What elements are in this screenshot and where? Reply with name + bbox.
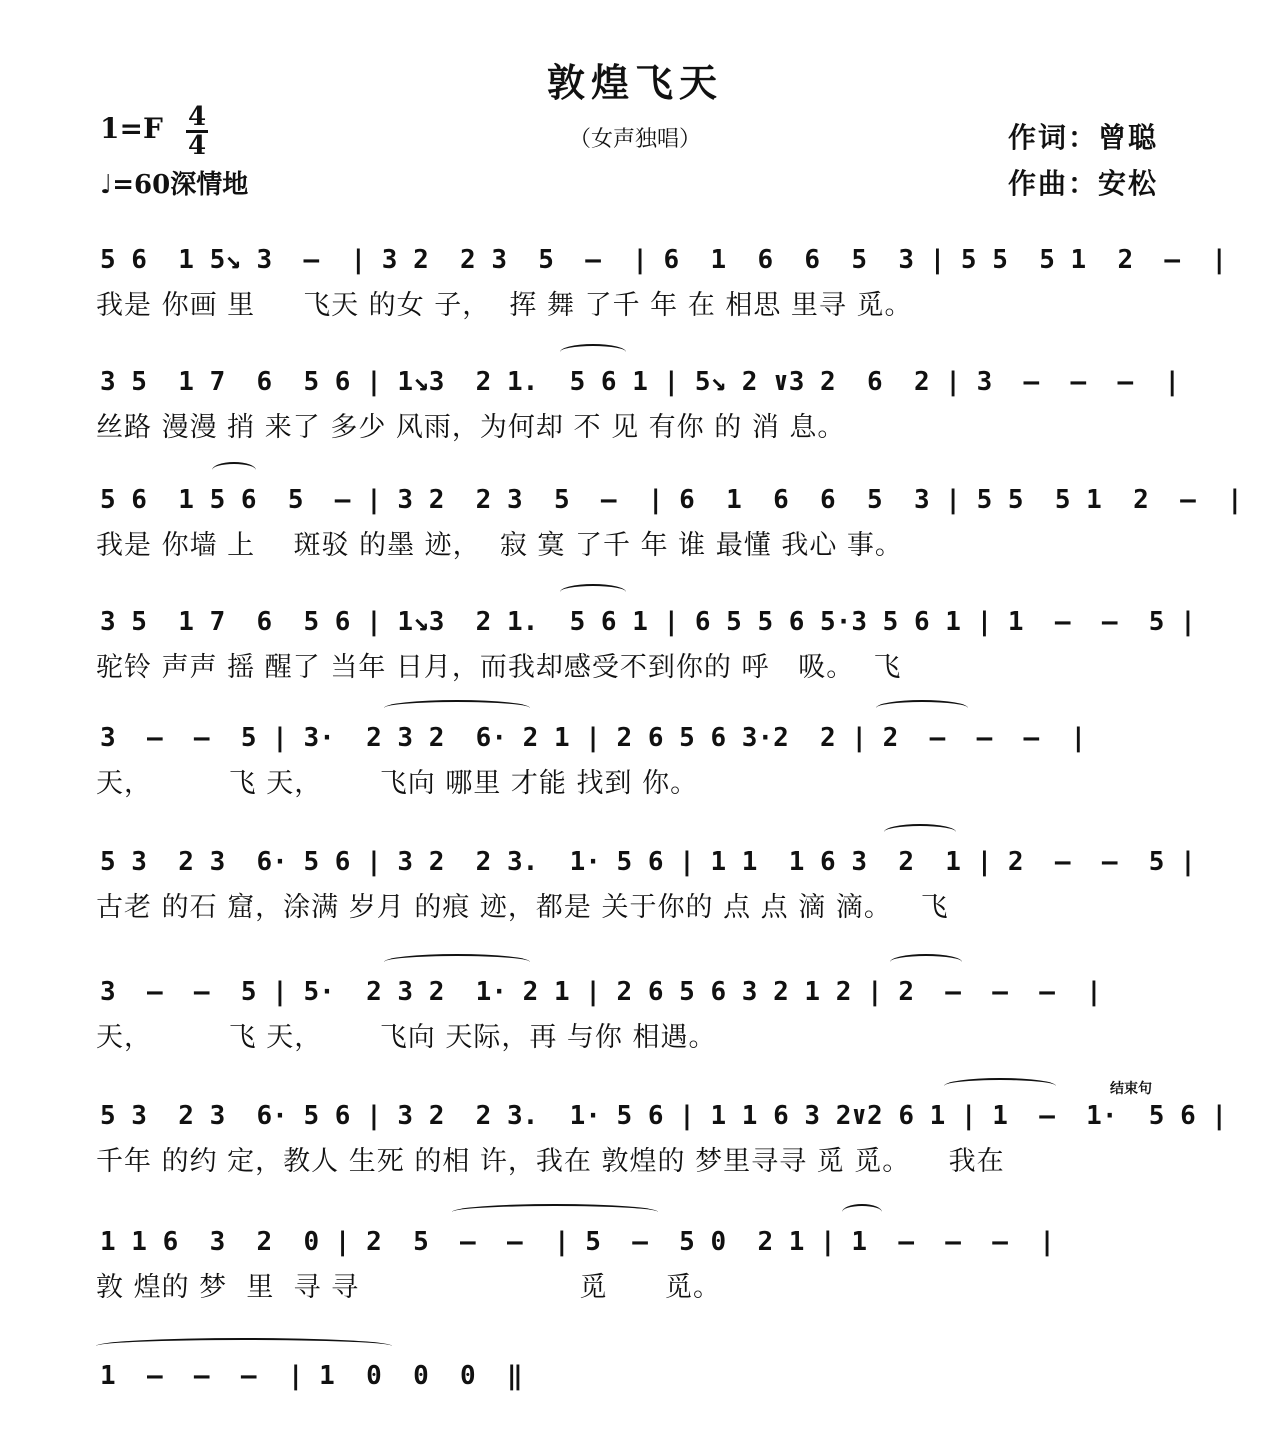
triplet-slur — [560, 344, 626, 360]
tie-slur — [876, 700, 968, 716]
notation-line: 1 – – – | 1 0 0 0 ‖ — [100, 1361, 523, 1391]
lyricist-credit: 作词：曾聪 — [1008, 121, 1159, 154]
tie-slur — [452, 1204, 658, 1220]
notation-line: 5 6 1 5↘ 3 – | 3 2 2 3 5 – | 6 1 6 6 5 3 | 5 5 5 1 2 – | — [100, 245, 1228, 275]
song-title: 敦煌飞天 — [546, 60, 723, 105]
subtitle: （女声独唱） — [568, 127, 701, 152]
notation-line: 1 1 6 3 2 0 | 2 5 – – | 5 – 5 0 2 1 | 1 – – – | — [100, 1227, 1055, 1257]
ending-phrase-mark: 结束句 — [1110, 1081, 1152, 1097]
lyrics-line: 千年 的约 定，教人 生死 的相 许，我在 敦煌的 梦里寻寻 觅 觅。 我在 — [96, 1146, 1005, 1177]
notation-line: 5 3 2 3 6· 5 6 | 3 2 2 3. 1· 5 6 | 1 1 6 3 2∨2 6 1 | 1 – 1· 5 6 | — [100, 1101, 1228, 1131]
tie-slur — [842, 1204, 882, 1220]
triplet-slur — [560, 584, 626, 600]
lyrics-line: 我是 你墙 上 斑驳 的墨 迹， 寂 寞 了千 年 谁 最懂 我心 事。 — [96, 530, 903, 561]
notation-line: 3 5 1 7 6 5 6 | 1↘3 2 1. 5 6 1 | 5↘ 2 ∨3 2 6 2 | 3 – – – | — [100, 367, 1181, 397]
tie-slur — [884, 824, 956, 840]
lyrics-line: 敦 煌的 梦 里 寻 寻 觅 觅。 — [96, 1272, 721, 1303]
phrase-slur — [384, 954, 530, 970]
time-signature-bottom: 4 — [187, 131, 207, 161]
time-signature-top: 4 — [187, 102, 207, 132]
lyrics-line: 丝路 漫漫 捎 来了 多少 风雨，为何却 不 见 有你 的 消 息。 — [96, 412, 846, 443]
key-signature: 1=F — [100, 112, 163, 145]
notation-line: 3 – – 5 | 3· 2 3 2 6· 2 1 | 2 6 5 6 3·2 2 | 2 – – – | — [100, 723, 1087, 753]
tempo-marking: ♩=60深情地 — [100, 170, 249, 200]
tie-slur — [96, 1338, 392, 1354]
tie-slur — [890, 954, 962, 970]
phrase-slur — [384, 700, 530, 716]
tie-slur — [944, 1078, 1056, 1094]
notation-line: 5 3 2 3 6· 5 6 | 3 2 2 3. 1· 5 6 | 1 1 1 6 3 2 1 | 2 – – 5 | — [100, 847, 1196, 877]
lyrics-line: 天， 飞 天， 飞向 哪里 才能 找到 你。 — [96, 768, 699, 799]
lyrics-line: 天， 飞 天， 飞向 天际，再 与你 相遇。 — [96, 1022, 717, 1053]
lyrics-line: 驼铃 声声 摇 醒了 当年 日月，而我却感受不到你的 呼 吸。 飞 — [96, 652, 902, 683]
notation-line: 3 5 1 7 6 5 6 | 1↘3 2 1. 5 6 1 | 6 5 5 6 5·3 5 6 1 | 1 – – 5 | — [100, 607, 1196, 637]
lyrics-line: 我是 你画 里 飞天 的女 子， 挥 舞 了千 年 在 相思 里寻 觅。 — [96, 290, 913, 321]
lyrics-line: 古老 的石 窟，涂满 岁月 的痕 迹，都是 关于你的 点 点 滴 滴。 飞 — [96, 892, 949, 923]
composer-credit: 作曲：安松 — [1008, 167, 1159, 200]
notation-line: 5 6 1 5 6 5 – | 3 2 2 3 5 – | 6 1 6 6 5 3 | 5 5 5 1 2 – | — [100, 485, 1243, 515]
notation-line: 3 – – 5 | 5· 2 3 2 1· 2 1 | 2 6 5 6 3 2 1 2 | 2 – – – | — [100, 977, 1102, 1007]
tie-slur — [212, 462, 256, 478]
